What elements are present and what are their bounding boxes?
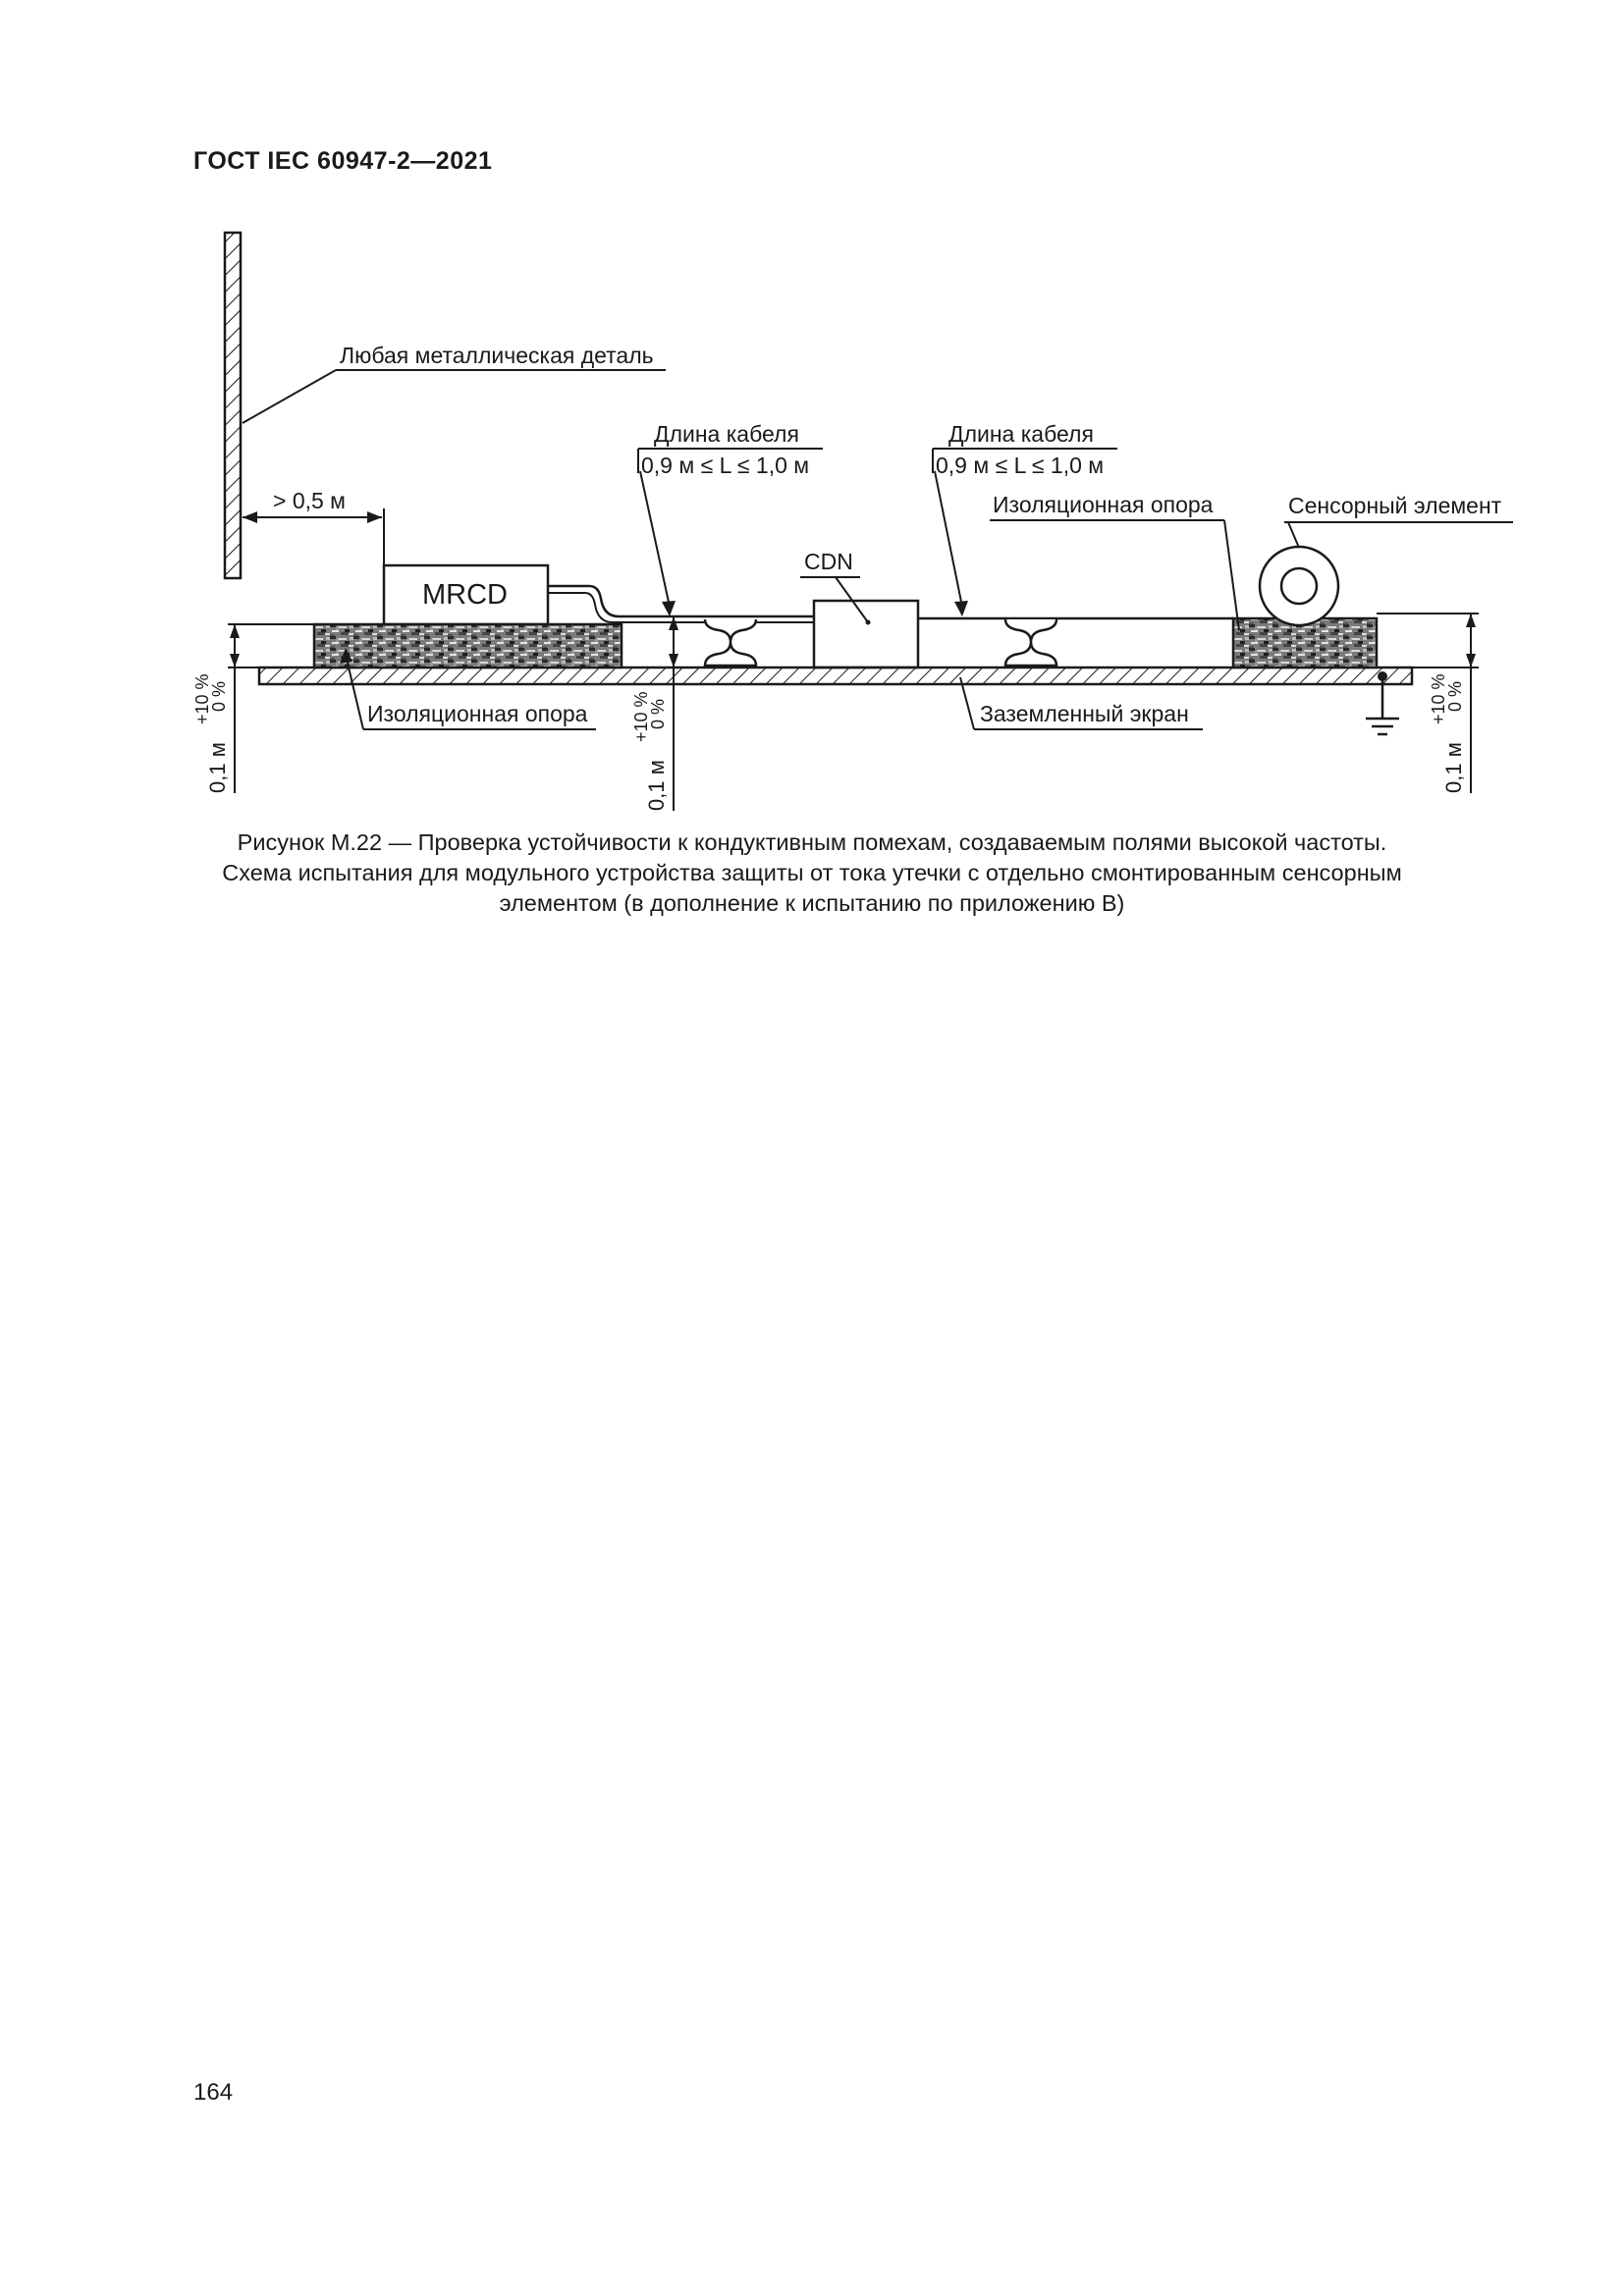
insulating-support-bottom-label: Изоляционная опора — [367, 701, 588, 726]
height-left-tol-top: +10 % — [192, 673, 212, 724]
figure-caption — [196, 828, 1428, 919]
distance-label: > 0,5 м — [273, 488, 346, 513]
height-right-tol-bottom: 0 % — [1445, 680, 1465, 712]
cable-len-1-leader — [640, 471, 670, 607]
cable-len-2-range: 0,9 м ≤ L ≤ 1,0 м — [936, 453, 1105, 478]
cable-len-1-range: 0,9 м ≤ L ≤ 1,0 м — [641, 453, 810, 478]
distance-arrow-head-right — [367, 511, 382, 523]
caption-line-2: Схема испытания для модульного устройства защиты от тока утечки с отдельно смонтированным сенсорным — [222, 860, 1402, 885]
height-left-arrow-bottom — [230, 654, 240, 667]
metal-part-label: Любая металлическая деталь — [340, 343, 654, 368]
insulating-support-top-leader — [1224, 520, 1239, 630]
insulating-support-top-label: Изоляционная опора — [993, 492, 1214, 517]
ground-screen-label: Заземленный экран — [980, 701, 1189, 726]
height-left-main: 0,1 м — [205, 742, 230, 793]
cable-len-2-leader — [935, 471, 962, 607]
height-mid-main: 0,1 м — [644, 760, 669, 811]
cdn-box — [814, 601, 918, 667]
sensor-element-leader — [1288, 522, 1299, 548]
mrcd-cable-lower — [548, 593, 814, 622]
mrcd-cable — [548, 586, 814, 616]
cable-len-1-arrow — [662, 601, 676, 616]
insulating-support-left — [314, 624, 622, 667]
height-right-arrow-bottom — [1466, 654, 1476, 667]
height-mid-tol-bottom: 0 % — [648, 698, 668, 729]
cable-len-2-title: Длина кабеля — [948, 421, 1094, 447]
document-header: ГОСТ IEC 60947-2—2021 — [193, 147, 493, 175]
ground-screen — [259, 667, 1412, 684]
caption-line-3: элементом (в дополнение к испытанию по приложению B) — [499, 890, 1125, 916]
caption-line-1: Рисунок M.22 — Проверка устойчивости к кондуктивным помехам, создаваемым полями высокой частоты. — [237, 829, 1387, 855]
page-number: 164 — [193, 2079, 234, 2106]
height-right-tol-top: +10 % — [1429, 673, 1448, 724]
distance-arrow-head-left — [243, 511, 257, 523]
height-mid-tol-top: +10 % — [631, 691, 651, 742]
height-right-main: 0,1 м — [1441, 742, 1466, 793]
cable-len-1-title: Длина кабеля — [654, 421, 799, 447]
sensor-element-inner — [1281, 568, 1317, 604]
mrcd-label: MRCD — [422, 579, 508, 611]
height-mid-arrow-bottom — [669, 654, 678, 667]
metal-part-plate — [225, 233, 241, 578]
height-right-arrow-top — [1466, 614, 1476, 627]
metal-part-leader — [243, 370, 336, 423]
height-left-arrow-top — [230, 624, 240, 638]
sensor-element-label: Сенсорный элемент — [1288, 493, 1502, 518]
height-left-tol-bottom: 0 % — [209, 680, 229, 712]
ferrite-clamp-2 — [1005, 619, 1056, 666]
cable-len-2-arrow — [954, 601, 968, 616]
ferrite-clamp-1 — [705, 619, 756, 666]
cdn-label: CDN — [804, 549, 853, 574]
